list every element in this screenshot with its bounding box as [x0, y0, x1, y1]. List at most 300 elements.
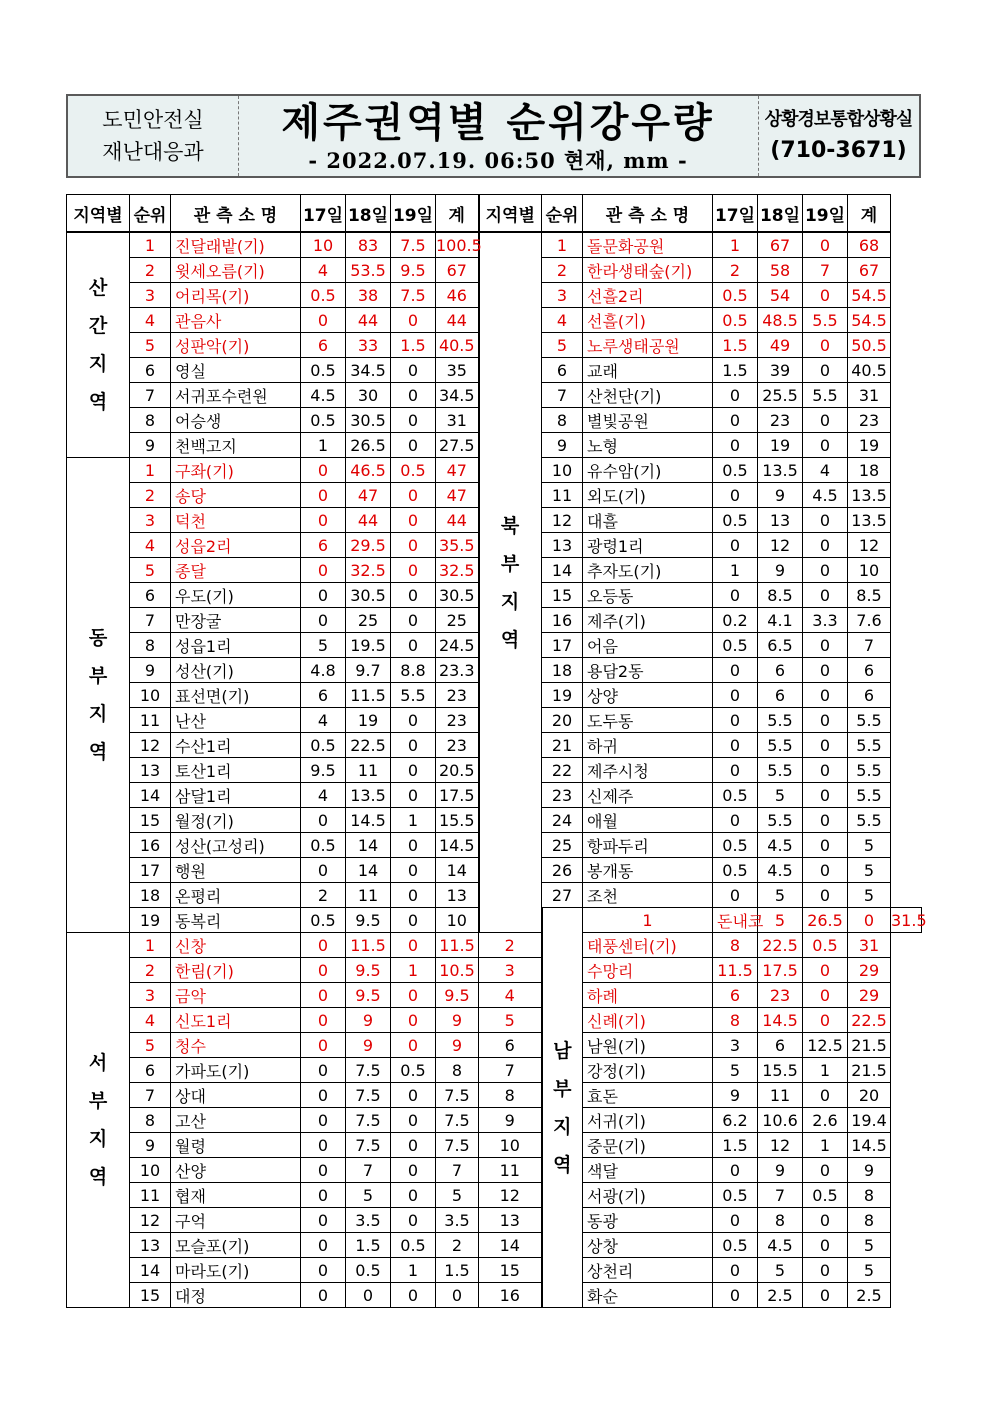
station-name: 삼달1리 — [171, 783, 301, 808]
station-name: 어승생 — [171, 408, 301, 433]
rank: 26 — [542, 858, 583, 883]
rank: 4 — [542, 308, 583, 333]
office-box — [758, 96, 919, 176]
rain-day19: 5.5 — [803, 383, 848, 408]
rank: 1 — [130, 933, 171, 958]
station-name: 윗세오름(기) — [171, 258, 301, 283]
rain-day19: 1 — [391, 1258, 436, 1283]
rank: 11 — [479, 1158, 542, 1183]
rain-total: 7.5 — [436, 1083, 479, 1108]
table-row — [67, 1233, 922, 1258]
rain-day19: 0 — [803, 433, 848, 458]
rain-day18: 44 — [346, 308, 391, 333]
rain-day17: 0 — [301, 958, 346, 983]
rain-day17: 0.5 — [713, 458, 758, 483]
rain-day19: 0 — [391, 1283, 436, 1308]
rain-day19: 0 — [803, 232, 848, 258]
rain-day19: 0 — [391, 858, 436, 883]
table-row — [67, 1058, 922, 1083]
rain-total: 47 — [436, 458, 479, 483]
table-row — [67, 232, 922, 258]
rain-day18: 5.5 — [758, 708, 803, 733]
rain-day19: 0 — [391, 1033, 436, 1058]
rank: 5 — [130, 1033, 171, 1058]
rain-day18: 9.5 — [346, 908, 391, 933]
station-name: 도두동 — [583, 708, 713, 733]
station-name: 수산1리 — [171, 733, 301, 758]
rain-total: 24.5 — [436, 633, 479, 658]
rank: 4 — [479, 983, 542, 1008]
rain-day18: 5.5 — [758, 808, 803, 833]
table-row — [67, 1283, 922, 1308]
rain-day17: 0.5 — [301, 733, 346, 758]
station-name: 노루생태공원 — [583, 333, 713, 358]
rain-day18: 5.5 — [758, 733, 803, 758]
rain-day18: 22.5 — [346, 733, 391, 758]
rain-day18: 25 — [346, 608, 391, 633]
rain-day19: 0 — [391, 1008, 436, 1033]
rain-day18: 2.5 — [758, 1283, 803, 1308]
rain-total: 14 — [436, 858, 479, 883]
rank: 6 — [130, 1058, 171, 1083]
rain-day17: 0 — [301, 858, 346, 883]
col-day17: 17일 — [301, 195, 346, 233]
station-name: 화순 — [583, 1283, 713, 1308]
station-name: 성읍2리 — [171, 533, 301, 558]
rain-day19: 0 — [803, 1008, 848, 1033]
rain-day19: 1 — [803, 1058, 848, 1083]
rain-total: 9 — [436, 1033, 479, 1058]
rain-total: 2.5 — [848, 1283, 891, 1308]
rank: 3 — [130, 508, 171, 533]
rain-day19: 0 — [391, 533, 436, 558]
rain-day18: 30.5 — [346, 408, 391, 433]
rank: 9 — [542, 433, 583, 458]
rain-day17: 10 — [301, 232, 346, 258]
rain-day17: 9 — [713, 1083, 758, 1108]
station-name: 서귀(기) — [583, 1108, 713, 1133]
rain-total: 67 — [848, 258, 891, 283]
station-name: 모슬포(기) — [171, 1233, 301, 1258]
region-label — [542, 908, 583, 1308]
col-total: 계 — [436, 195, 479, 233]
rank: 9 — [130, 1133, 171, 1158]
col-day19: 19일 — [803, 195, 848, 233]
station-name: 영실 — [171, 358, 301, 383]
rain-day19: 0 — [803, 283, 848, 308]
rain-total: 14.5 — [436, 833, 479, 858]
rain-total: 9 — [436, 1008, 479, 1033]
rain-total: 10.5 — [436, 958, 479, 983]
rank: 12 — [479, 1183, 542, 1208]
rank: 8 — [130, 408, 171, 433]
rain-day17: 0.5 — [301, 358, 346, 383]
rain-day19: 0 — [391, 758, 436, 783]
rain-day19: 0 — [803, 508, 848, 533]
rank: 4 — [130, 1008, 171, 1033]
rain-total: 15.5 — [436, 808, 479, 833]
rain-day17: 2 — [713, 258, 758, 283]
rainfall-table — [66, 194, 927, 1308]
station-name: 성산(고성리) — [171, 833, 301, 858]
office-name: 상황경보통합상황실 — [764, 109, 913, 130]
rain-day19: 0.5 — [391, 458, 436, 483]
page-subtitle: - 2022.07.19. 06:50 현재, mm - — [308, 148, 688, 173]
rain-day17: 0.5 — [713, 283, 758, 308]
rain-day17: 3 — [713, 1033, 758, 1058]
rain-day18: 32.5 — [346, 558, 391, 583]
rain-total: 21.5 — [848, 1058, 891, 1083]
rain-total: 9 — [848, 1158, 891, 1183]
rain-day17: 0 — [713, 1158, 758, 1183]
rain-day18: 9 — [758, 483, 803, 508]
rain-total: 31.5 — [891, 908, 922, 933]
rain-day17: 8 — [713, 933, 758, 958]
rain-total: 17.5 — [436, 783, 479, 808]
rain-day19: 0 — [391, 383, 436, 408]
rain-total: 29 — [848, 958, 891, 983]
department-line-1: 도민안전실 — [102, 108, 204, 132]
rank: 24 — [542, 808, 583, 833]
station-name: 색달 — [583, 1158, 713, 1183]
rain-day17: 0 — [301, 1283, 346, 1308]
region-label — [67, 232, 130, 458]
rank: 12 — [542, 508, 583, 533]
rain-day18: 6 — [758, 658, 803, 683]
rain-day19: 0 — [391, 933, 436, 958]
rank: 14 — [479, 1233, 542, 1258]
rain-day19: 0 — [803, 1233, 848, 1258]
rain-day17: 0.5 — [713, 508, 758, 533]
rain-total: 22.5 — [848, 1008, 891, 1033]
station-name: 돈내코 — [713, 908, 758, 933]
rank: 13 — [130, 758, 171, 783]
col-total: 계 — [848, 195, 891, 233]
station-name: 상대 — [171, 1083, 301, 1108]
station-name: 성판악(기) — [171, 333, 301, 358]
region-label — [479, 232, 542, 933]
rank: 11 — [542, 483, 583, 508]
rank: 9 — [130, 433, 171, 458]
rank: 14 — [130, 1258, 171, 1283]
rain-day18: 8 — [758, 1208, 803, 1233]
rank: 1 — [542, 232, 583, 258]
station-name: 추자도(기) — [583, 558, 713, 583]
rank: 23 — [542, 783, 583, 808]
station-name: 산천단(기) — [583, 383, 713, 408]
rain-day19: 0.5 — [803, 933, 848, 958]
rain-day17: 9.5 — [301, 758, 346, 783]
region-name: 산간지역 — [88, 277, 108, 413]
rain-day18: 7.5 — [346, 1108, 391, 1133]
rank: 6 — [130, 358, 171, 383]
rain-day19: 1.5 — [391, 333, 436, 358]
rain-total: 34.5 — [436, 383, 479, 408]
rain-day17: 6.2 — [713, 1108, 758, 1133]
rain-day17: 0 — [713, 533, 758, 558]
rain-day19: 0 — [391, 1208, 436, 1233]
rain-day17: 0 — [713, 733, 758, 758]
rain-day18: 5 — [758, 783, 803, 808]
station-name: 우도(기) — [171, 583, 301, 608]
rain-day19: 0.5 — [391, 1058, 436, 1083]
station-name: 수망리 — [583, 958, 713, 983]
rank: 25 — [542, 833, 583, 858]
rain-day19: 1 — [391, 808, 436, 833]
rank: 2 — [479, 933, 542, 958]
rain-day18: 9.5 — [346, 983, 391, 1008]
station-name: 구억 — [171, 1208, 301, 1233]
table-header-row — [67, 195, 922, 233]
rain-total: 18 — [848, 458, 891, 483]
rain-day18: 0 — [346, 1283, 391, 1308]
col-station: 관 측 소 명 — [583, 195, 713, 233]
rain-day17: 0.5 — [713, 308, 758, 333]
rain-day19: 9.5 — [391, 258, 436, 283]
rain-day18: 11 — [346, 883, 391, 908]
station-name: 난산 — [171, 708, 301, 733]
rain-day18: 7 — [758, 1183, 803, 1208]
rain-day19: 0 — [803, 658, 848, 683]
rain-day18: 49 — [758, 333, 803, 358]
rain-day17: 4 — [301, 783, 346, 808]
rank: 18 — [542, 658, 583, 683]
rain-total: 7 — [848, 633, 891, 658]
rain-total: 5 — [848, 1258, 891, 1283]
rain-day19: 0 — [391, 608, 436, 633]
station-name: 하귀 — [583, 733, 713, 758]
rain-day17: 0 — [713, 808, 758, 833]
rank: 15 — [542, 583, 583, 608]
rain-day18: 5.5 — [758, 758, 803, 783]
rank: 8 — [130, 1108, 171, 1133]
rain-total: 29 — [848, 983, 891, 1008]
rain-total: 0 — [436, 1283, 479, 1308]
rain-day19: 0 — [803, 808, 848, 833]
rain-day18: 14 — [346, 833, 391, 858]
table-row — [67, 958, 922, 983]
rain-day19: 0 — [391, 558, 436, 583]
table-row — [67, 1208, 922, 1233]
rain-day19: 2.6 — [803, 1108, 848, 1133]
station-name: 강정(기) — [583, 1058, 713, 1083]
station-name: 표선면(기) — [171, 683, 301, 708]
station-name: 선흘2리 — [583, 283, 713, 308]
rain-day19: 0 — [391, 708, 436, 733]
rain-day17: 0 — [301, 483, 346, 508]
rain-day17: 8 — [713, 1008, 758, 1033]
rain-day17: 0 — [713, 1208, 758, 1233]
rain-day18: 4.1 — [758, 608, 803, 633]
rain-day17: 0.5 — [301, 283, 346, 308]
rain-total: 5.5 — [848, 808, 891, 833]
rain-day17: 1 — [301, 433, 346, 458]
rain-day17: 0.5 — [301, 908, 346, 933]
rain-day17: 0.5 — [713, 1183, 758, 1208]
rain-day19: 0 — [803, 858, 848, 883]
station-name: 대정 — [171, 1283, 301, 1308]
rain-day17: 0 — [301, 583, 346, 608]
rain-day18: 11.5 — [346, 683, 391, 708]
rank: 20 — [542, 708, 583, 733]
rain-day19: 0 — [391, 308, 436, 333]
rain-day17: 0 — [301, 1133, 346, 1158]
rain-day17: 5 — [301, 633, 346, 658]
rain-day17: 0.5 — [713, 858, 758, 883]
rank: 19 — [130, 908, 171, 933]
rain-day18: 9 — [346, 1033, 391, 1058]
rank: 17 — [130, 858, 171, 883]
rain-total: 7.5 — [436, 1108, 479, 1133]
rain-total: 3.5 — [436, 1208, 479, 1233]
rain-total: 54.5 — [848, 308, 891, 333]
rain-day17: 0 — [713, 758, 758, 783]
rain-total: 11.5 — [436, 933, 479, 958]
station-name: 종달 — [171, 558, 301, 583]
rain-total: 2 — [436, 1233, 479, 1258]
rain-day19: 0 — [803, 1283, 848, 1308]
rain-total: 40.5 — [848, 358, 891, 383]
table-row — [67, 1258, 922, 1283]
rank: 11 — [130, 708, 171, 733]
rain-total: 35 — [436, 358, 479, 383]
rain-day19: 0.5 — [391, 1233, 436, 1258]
rain-total: 20.5 — [436, 758, 479, 783]
rain-total: 35.5 — [436, 533, 479, 558]
col-region: 지역별 — [479, 195, 542, 233]
rain-day17: 4.5 — [301, 383, 346, 408]
rain-day18: 48.5 — [758, 308, 803, 333]
rank: 7 — [479, 1058, 542, 1083]
station-name: 노형 — [583, 433, 713, 458]
rain-day17: 0.2 — [713, 608, 758, 633]
rain-day19: 3.3 — [803, 608, 848, 633]
rank: 16 — [542, 608, 583, 633]
rank: 13 — [479, 1208, 542, 1233]
rain-day19: 0 — [803, 633, 848, 658]
rain-total: 31 — [848, 933, 891, 958]
rain-day18: 7.5 — [346, 1133, 391, 1158]
rain-total: 30.5 — [436, 583, 479, 608]
rain-day17: 0 — [713, 708, 758, 733]
rain-day18: 1.5 — [346, 1233, 391, 1258]
rank: 10 — [130, 683, 171, 708]
rain-day19: 0 — [391, 1158, 436, 1183]
rain-day18: 22.5 — [758, 933, 803, 958]
rank: 21 — [542, 733, 583, 758]
rain-day17: 0.5 — [713, 1233, 758, 1258]
rain-day18: 7 — [346, 1158, 391, 1183]
rain-day19: 0 — [391, 1108, 436, 1133]
station-name: 가파도(기) — [171, 1058, 301, 1083]
rain-day19: 8.8 — [391, 658, 436, 683]
rain-day17: 4 — [301, 258, 346, 283]
station-name: 서귀포수련원 — [171, 383, 301, 408]
rain-day19: 0 — [391, 733, 436, 758]
rain-day18: 47 — [346, 483, 391, 508]
station-name: 봉개동 — [583, 858, 713, 883]
rain-day17: 0.5 — [301, 408, 346, 433]
rain-total: 46 — [436, 283, 479, 308]
rain-day18: 5 — [758, 1258, 803, 1283]
rank: 27 — [542, 883, 583, 908]
rain-total: 5.5 — [848, 733, 891, 758]
station-name: 덕천 — [171, 508, 301, 533]
station-name: 용담2동 — [583, 658, 713, 683]
rain-day17: 4 — [301, 708, 346, 733]
office-phone: (710-3671) — [770, 138, 907, 163]
rank: 17 — [542, 633, 583, 658]
station-name: 동복리 — [171, 908, 301, 933]
rank: 5 — [542, 333, 583, 358]
station-name: 남원(기) — [583, 1033, 713, 1058]
rain-day17: 0 — [301, 1083, 346, 1108]
station-name: 진달래밭(기) — [171, 232, 301, 258]
station-name: 상양 — [583, 683, 713, 708]
rank: 7 — [130, 608, 171, 633]
station-name: 신례(기) — [583, 1008, 713, 1033]
rain-total: 8 — [848, 1183, 891, 1208]
rain-day18: 83 — [346, 232, 391, 258]
department-line-2: 재난대응과 — [102, 140, 204, 164]
station-name: 오등동 — [583, 583, 713, 608]
rain-day19: 0 — [803, 758, 848, 783]
rain-day19: 0 — [391, 508, 436, 533]
station-name: 송당 — [171, 483, 301, 508]
station-name: 제주(기) — [583, 608, 713, 633]
rain-day18: 46.5 — [346, 458, 391, 483]
rank: 4 — [130, 308, 171, 333]
rain-day18: 19.5 — [346, 633, 391, 658]
rain-total: 67 — [436, 258, 479, 283]
table-row — [67, 1033, 922, 1058]
rain-day19: 0 — [391, 408, 436, 433]
table-row — [67, 1183, 922, 1208]
rain-total: 100.5 — [436, 232, 479, 258]
rain-day17: 0 — [713, 433, 758, 458]
rank: 18 — [130, 883, 171, 908]
rain-day18: 39 — [758, 358, 803, 383]
rain-day17: 0.5 — [713, 633, 758, 658]
rain-day17: 0 — [301, 1033, 346, 1058]
rain-day17: 11.5 — [713, 958, 758, 983]
rank: 7 — [542, 383, 583, 408]
rank: 3 — [479, 958, 542, 983]
rain-day18: 58 — [758, 258, 803, 283]
table-row — [67, 1083, 922, 1108]
rain-day18: 13.5 — [758, 458, 803, 483]
rain-total: 13.5 — [848, 483, 891, 508]
rain-day18: 19 — [346, 708, 391, 733]
rain-day19: 5.5 — [391, 683, 436, 708]
rain-day19: 0 — [803, 1258, 848, 1283]
rain-day19: 0 — [803, 533, 848, 558]
rain-total: 21.5 — [848, 1033, 891, 1058]
station-name: 산양 — [171, 1158, 301, 1183]
rain-day18: 6 — [758, 683, 803, 708]
rain-day19: 0 — [803, 1208, 848, 1233]
col-rank: 순위 — [542, 195, 583, 233]
rain-day17: 2 — [301, 883, 346, 908]
rain-day17: 0 — [301, 458, 346, 483]
rain-day17: 6 — [713, 983, 758, 1008]
rain-day17: 0.5 — [713, 833, 758, 858]
rain-total: 5.5 — [848, 708, 891, 733]
rain-day18: 67 — [758, 232, 803, 258]
station-name: 선흘(기) — [583, 308, 713, 333]
rain-total: 5 — [848, 1233, 891, 1258]
rain-day19: 1 — [803, 1133, 848, 1158]
